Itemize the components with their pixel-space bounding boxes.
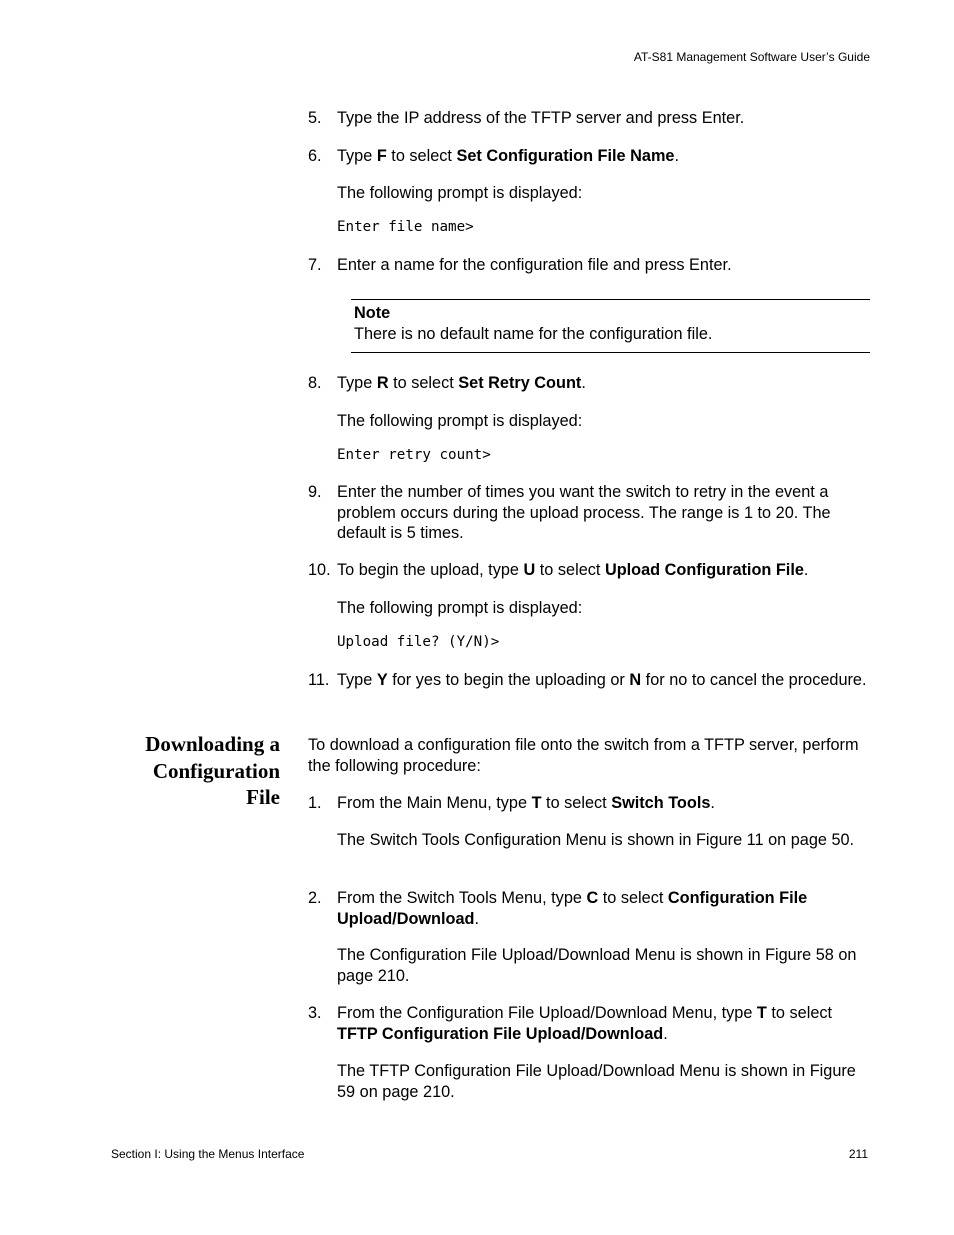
step-number: 11. bbox=[308, 671, 330, 689]
text-run: . bbox=[710, 794, 715, 812]
text-run: to select bbox=[386, 147, 457, 165]
step-number: 7. bbox=[308, 256, 322, 274]
bold-term: Y bbox=[376, 671, 388, 689]
page-number: 211 bbox=[848, 1147, 868, 1161]
text-run: From the Main Menu, type bbox=[337, 794, 532, 812]
bold-term: C bbox=[586, 889, 599, 907]
note-bottom-rule bbox=[351, 352, 870, 353]
text-run: to select bbox=[388, 374, 459, 392]
text-run: Enter the number of times you want the switch to retry in the event a problem occurs during the upload process. The range is 1 to 20. The default is 5 times. bbox=[337, 483, 831, 542]
text-run: . bbox=[581, 374, 586, 392]
bold-term: T bbox=[531, 794, 542, 812]
bold-term: TFTP Configuration File Upload/Download bbox=[337, 1024, 664, 1043]
text-run: to select bbox=[535, 561, 605, 579]
bold-term: T bbox=[756, 1004, 767, 1022]
bold-term: U bbox=[523, 561, 536, 579]
section-intro: To download a configuration file onto the switch from a TFTP server, perform the following procedure: bbox=[308, 736, 859, 775]
footer-section-label: Section I: Using the Menus Interface bbox=[111, 1147, 305, 1161]
step-text bbox=[337, 482, 867, 544]
text-run: . bbox=[474, 909, 480, 928]
step-number: 1. bbox=[308, 794, 322, 812]
text-run: Enter a name for the configuration file and press Enter. bbox=[337, 256, 732, 274]
step-text bbox=[337, 1003, 867, 1044]
text-run: for no to cancel the procedure. bbox=[641, 671, 867, 689]
step-text bbox=[337, 373, 867, 394]
code-prompt: Upload file? (Y/N)> bbox=[337, 634, 500, 650]
step-text bbox=[337, 670, 867, 691]
step-number: 5. bbox=[308, 109, 322, 127]
text-run: To begin the upload, type bbox=[337, 561, 524, 579]
text-run: for yes to begin the uploading or bbox=[387, 671, 630, 689]
bold-term: Set Retry Count bbox=[458, 374, 582, 392]
bold-term: Upload Configuration File bbox=[604, 561, 804, 579]
text-run: From the Switch Tools Menu, type bbox=[337, 889, 587, 907]
running-header: AT-S81 Management Software User’s Guide bbox=[633, 50, 870, 64]
prompt-intro: The following prompt is displayed: bbox=[337, 412, 583, 430]
step-text bbox=[337, 793, 867, 814]
step-number: 2. bbox=[308, 889, 322, 907]
step-info: The Switch Tools Configuration Menu is shown in Figure 11 on page 50. bbox=[337, 831, 855, 849]
step-number: 3. bbox=[308, 1004, 322, 1022]
text-run: Type bbox=[337, 147, 377, 165]
step-text bbox=[337, 255, 867, 276]
step-number: 10. bbox=[308, 561, 331, 579]
section-heading: Downloading a Configuration File bbox=[145, 732, 280, 809]
bold-term: Switch Tools bbox=[611, 794, 711, 812]
note-title: Note bbox=[354, 304, 391, 322]
text-run: Type bbox=[337, 671, 377, 689]
step-number: 8. bbox=[308, 374, 322, 392]
bold-term: N bbox=[629, 671, 642, 689]
note-top-rule bbox=[351, 299, 870, 300]
text-run: to select bbox=[541, 794, 612, 812]
step-info: The Configuration File Upload/Download Menu is shown in Figure 58 on page 210. bbox=[337, 946, 857, 985]
code-prompt: Enter retry count> bbox=[337, 447, 491, 463]
prompt-intro: The following prompt is displayed: bbox=[337, 184, 583, 202]
bold-term: R bbox=[376, 374, 389, 392]
step-number: 9. bbox=[308, 483, 322, 501]
text-run: Type bbox=[337, 374, 377, 392]
note-body: There is no default name for the configuration file. bbox=[354, 325, 713, 343]
text-run: . bbox=[674, 147, 680, 165]
text-run: . bbox=[663, 1024, 668, 1043]
prompt-intro: The following prompt is displayed: bbox=[337, 599, 583, 617]
bold-term: F bbox=[376, 147, 387, 165]
text-run: to select bbox=[598, 889, 668, 907]
text-run: to select bbox=[766, 1004, 833, 1022]
bold-term: Configuration File Upload/Download bbox=[337, 889, 808, 928]
step-text bbox=[337, 146, 867, 167]
code-prompt: Enter file name> bbox=[337, 219, 474, 235]
step-text bbox=[337, 560, 867, 581]
text-run: Type the IP address of the TFTP server and press Enter. bbox=[337, 109, 745, 127]
step-number: 6. bbox=[308, 147, 322, 165]
step-text bbox=[337, 108, 867, 129]
bold-term: Set Configuration File Name bbox=[456, 147, 675, 165]
step-text bbox=[337, 888, 867, 929]
step-info: The TFTP Configuration File Upload/Download Menu is shown in Figure 59 on page 210. bbox=[337, 1062, 856, 1101]
text-run: From the Configuration File Upload/Download Menu, type bbox=[337, 1004, 757, 1022]
text-run: . bbox=[803, 561, 809, 579]
